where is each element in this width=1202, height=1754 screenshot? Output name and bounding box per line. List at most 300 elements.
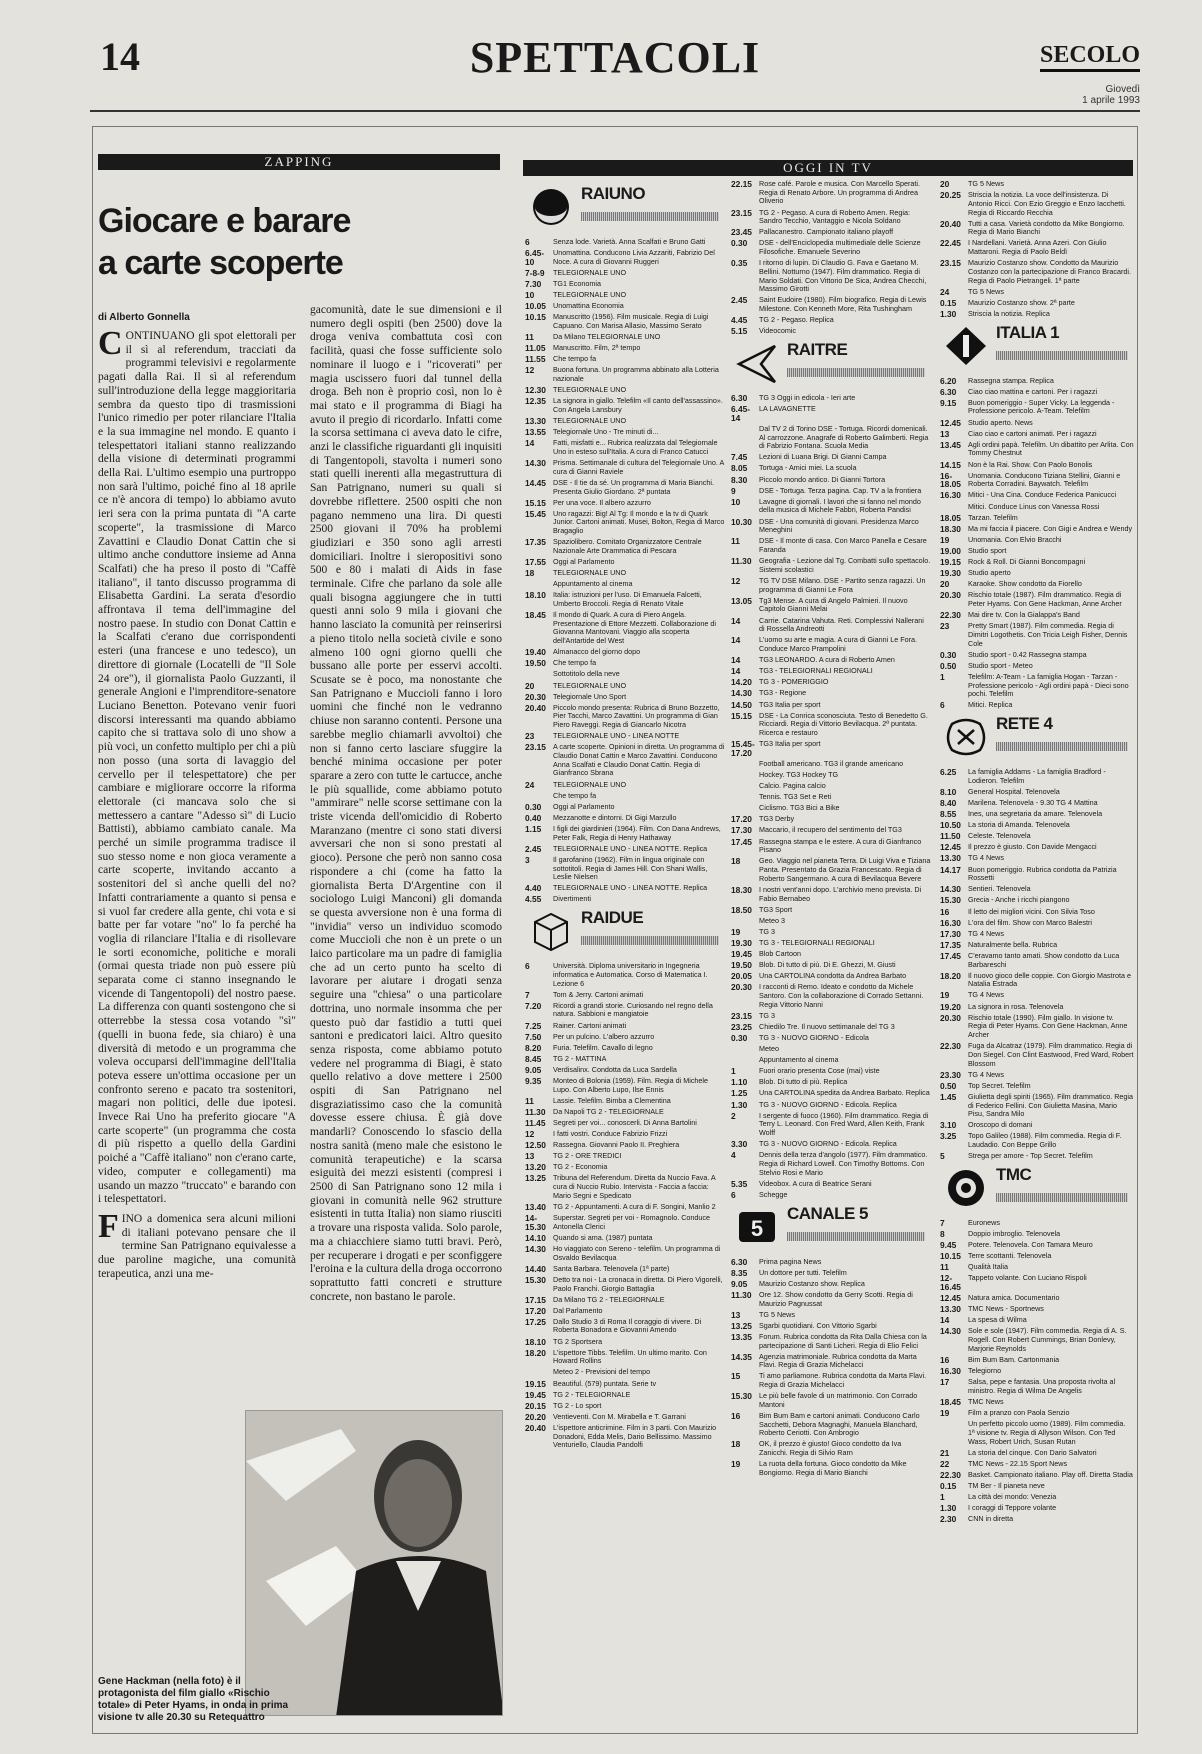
schedule-time: 15.30 <box>731 1391 752 1402</box>
schedule-entry <box>525 856 725 882</box>
schedule-entry <box>940 569 1134 578</box>
schedule-description: TG3 LEONARDO. A cura di Roberto Amen <box>759 655 895 665</box>
schedule-entry <box>940 1378 1134 1395</box>
schedule-time: 17.25 <box>525 1316 546 1327</box>
schedule-time: 12 <box>731 575 741 586</box>
schedule-description: Superstar. Segreti per voi - Romagnolo. Conduce Antonella Clerici <box>553 1213 711 1231</box>
schedule-entry <box>940 1219 1134 1228</box>
schedule-time: 20 <box>940 180 950 189</box>
channel-header-canale-5 <box>731 1204 931 1252</box>
schedule-description: Da Napoli TG 2 - TELEGIORNALE <box>553 1106 664 1116</box>
schedule-description: Università. Diploma universitario in Ingegneria informatica e Automatica. Corso di Matematica I. Lezione 6 <box>553 961 708 988</box>
schedule-entry <box>940 701 1134 710</box>
schedule-description: Buon pomeriggio. Rubrica condotta da Patrizia Rossetti <box>968 864 1117 883</box>
schedule-entry <box>940 866 1134 883</box>
schedule-description: DSE - Tortuga. Terza pagina. Cap. TV a la frontiera <box>759 485 922 495</box>
schedule-time: 6 <box>940 700 945 711</box>
schedule-description: Studio sport - Meteo <box>968 660 1033 670</box>
schedule-time: 9.05 <box>525 1064 542 1075</box>
schedule-entry <box>525 732 725 741</box>
schedule-description: I Nardellani. Varietà. Anna Azeri. Con Giulio Mattaroni. Regia di Paolo Beldì <box>968 238 1107 257</box>
schedule-description: Uno ragazzi: Big! Al Tg: Il mondo e la tv di Quark Junior. Cartoni animati. Musei, Bolton, Regia di Marco Bragaglio <box>553 508 725 536</box>
schedule-description: TG 2 - MATTINA <box>553 1053 607 1063</box>
schedule-entry <box>525 1174 725 1200</box>
schedule-description: Sole e sole (1947). Film commedia. Regia di A. S. Rogell. Con Robert Cummings, Brian Donlevy, Marjorie Reynolds <box>968 1326 1127 1353</box>
schedule-time: 20.30 <box>940 1012 961 1023</box>
schedule-time: 16.30 <box>940 1366 961 1377</box>
schedule-description: Spaziolibero. Comitato Organizzatore Centrale Nazionale Arte Drammatica di Pescara <box>553 537 702 555</box>
schedule-entry <box>940 180 1134 189</box>
schedule-time: 4.40 <box>525 883 542 894</box>
schedule-entry <box>731 209 931 226</box>
schedule-entry <box>525 569 725 578</box>
schedule-time: 1 <box>731 1066 736 1077</box>
schedule-description: La spesa di Wilma <box>968 1315 1027 1325</box>
schedule-entry <box>525 1022 725 1031</box>
schedule-time <box>731 804 759 813</box>
schedule-entry <box>731 1012 931 1021</box>
schedule-time: 22.30 <box>940 610 961 621</box>
schedule-entry <box>940 220 1134 237</box>
schedule-time: 11 <box>940 1262 949 1273</box>
schedule-time: 0.40 <box>525 812 542 823</box>
schedule-description: Una CARTOLINA condotta da Andrea Barbato <box>759 971 907 981</box>
article-text-1: ONTINUANO gli spot elettorali per il sì al referendum, tracciati da programmi televisivi e regolarmente pagati dalla Rai. Il sì al referendum sull'introduzione della legge maggioritaria sembra da questo tipo di trasmissioni l'unico rimedio per poter rilanciare l'Italia e la sua immagine nel mondo. E quanto i telespettatori italiani stanno realizzando della visione di determinati programmi della Rai. L'ultimo esempio una purtroppo non sarà l'ultimo, poiché fino al 18 aprile ce n'è ancora di tempo) lo abbiamo avuto ieri sera con la prima puntata di "A carte scoperte", la trasmissione di Marco Zavattini e Claudio Donat Cattin che si ultimo anche conduttore insieme ad Anna Scalfati) che ha preso il posto di "Caffè italiano", il tanto discusso programma di Elisabetta Gardini. La serata d'esordio affrontava il tema dell'immagine del nostro paese. In studio con Donat Cattin e la Scalfati c'erano due corrispondenti esteri (una francese e uno tedesco), un direttore di giornale (Locatelli de "Il Sole 24 ore"), il giornalista Paolo Guzzanti, il generale Angioni e l'imprenditore-senatore Luciano Benetton. Potevano venir fuori discorsi interessanti ma quando abbiamo capito che si trattava solo di uno show a più voci, un confetto multiplo per chi a più non posso (una sorta di lavaggio del cervello per il telespettatore) che per cambiare e migliorare occorre la riforma elettorale (ci mancava solo che si mettessero a cantare "Adesso sì" di Lucio Battisti), abbiamo cambiato canale. Ma perché un simile programma tradisce il suo stesso nome e non gioca veramente a carte scoperte, invitando accanto a sostenitori del sì anche quelli del no? Infatti contrariamente a quanto si pensa e si vuol far credere alla gente, chi vota e si batte per far votare "no" lo fa perché ha voglia di rilanciare l'Italia e di risollevare le sorti economiche, politiche e morali (ormai questa triade non può essere più separata come ci stanno insegnando le vicende di Tangentopoli) del nostro paese. La differenza con quanti sostengono che si otterrebbe la stessa cosa votando "sì" (quelli in buona fede, sia chiaro) è una diversità di metodo e un programma che voleva occuparsi dell'immagine dell'Italia poteva essere un'ottima occasione per un confronto sereno e pacato tra sostenitori, magari non politici, delle due ipotesi. Invece Rai Uno ha preferito giocare "A carte scoperte" (un programma che costa di più rispetto a quello della Gardini poiché a "Caffè italiano" non c'erano carte, video, computer e collegamenti) ma usando un mazzo "truccato" e barando con i telespettatori. <box>98 330 296 1206</box>
schedule-time: 13.25 <box>731 1320 752 1331</box>
schedule-time: 14.30 <box>525 1243 546 1254</box>
schedule-description: Sottotitolo della neve <box>553 669 620 679</box>
schedule-description: TELEGIORNALE UNO <box>553 416 627 426</box>
schedule-time: 19.50 <box>731 960 752 971</box>
schedule-entry <box>731 327 931 336</box>
schedule-time: 13 <box>731 1309 741 1320</box>
schedule-time: 24 <box>940 286 950 297</box>
schedule-time: 6.30 <box>731 392 748 403</box>
schedule-description: TG 3 <box>759 926 775 936</box>
schedule-time: 6 <box>731 1189 736 1200</box>
schedule-time: 6.30 <box>940 386 957 397</box>
schedule-description: I coraggi di Teppore volante <box>968 1503 1057 1513</box>
schedule-description: Un perfetto piccolo uomo (1989). Film commedia. 1ª visione tv. Regia di Allyson Wilson. Con Ted Wass, Robert Urich, Susan Rutan <box>968 1419 1126 1446</box>
schedule-time: 18.10 <box>525 1336 546 1347</box>
schedule-entry <box>940 1316 1134 1325</box>
schedule-entry <box>940 1327 1134 1353</box>
schedule-description: Marilena. Telenovela - 9.30 TG 4 Mattina <box>968 797 1098 807</box>
schedule-time: 1.45 <box>940 1091 957 1102</box>
schedule-entry <box>940 310 1134 319</box>
schedule-time: 16.30 <box>940 490 961 501</box>
schedule-entry <box>525 1066 725 1075</box>
channel-bar <box>581 212 719 221</box>
schedule-description: TG 4 News <box>968 1069 1004 1079</box>
schedule-entry <box>940 580 1134 589</box>
schedule-entry <box>731 296 931 313</box>
schedule-time: 18.20 <box>940 970 961 981</box>
schedule-description: TG 2 - TELEGIORNALE <box>553 1389 631 1399</box>
schedule-entry <box>940 896 1134 905</box>
schedule-time: 11 <box>731 536 740 547</box>
schedule-description: Chiedilo Tre. Il nuovo settimanale del TG 3 <box>759 1021 895 1031</box>
schedule-entry <box>940 1294 1134 1303</box>
schedule-entry <box>731 1056 931 1065</box>
schedule-time: 20.40 <box>525 702 546 713</box>
schedule-entry <box>731 939 931 948</box>
schedule-description: Ti amo parliamone. Rubrica condotta da Marta Flavi. Regia di Grazia Michelacci <box>759 1371 927 1390</box>
schedule-time: 3 <box>525 854 530 865</box>
schedule-entry <box>731 760 931 769</box>
schedule-description: L'ora del film. Show con Marco Balestri <box>968 917 1093 927</box>
schedule-time: 23.15 <box>731 1010 752 1021</box>
schedule-entry <box>525 280 725 289</box>
schedule-description: Un dottore per tutti. Telefilm <box>759 1267 847 1277</box>
schedule-entry <box>525 1214 725 1231</box>
schedule-description: Studio aperto. News <box>968 417 1033 427</box>
article-text-3: gacomunità, date le sue dimensioni e il numero degli ospiti (ben 2500) dove la droga veniva combattuta così con facilità, quasi che fosse sufficiente solo nominare il luogo e i "ricoverati" per magia uscissero fuori dal tunnel della droga. Beh non è proprio così, non lo è mai stato e il programma di Biagi ha avuto il pregio di ricordarlo. Infatti come la scorsa settimana ci aveva dato le cifre, anzi le classifiche riguardanti gli inquisiti di Tangentopoli, stavolta i numeri sono stati quelli inerenti alla megastruttura di San Patrignano, numeri su quali si dovrebbe riflettere. 2500 ospiti che non pagano nemmeno una lira. Di questi 2500 giovani il 70% ha problemi giudiziari e 350 sono agli arresti domiciliari. Inoltre i sieropositivi sono 500 e 80 i malati di Aids in fase terminale. Cifre che parlano da sole alle quali bisogna aggiungere che in tutti questi anni solo 9 mila i giovani che hanno lasciato la comunità per reinserirsi a pieno titolo nella società civile e sono almeno 100 ogni giorno quelli che bussano alle porte per esservi accolti. Scusate se è poco, ma nonostante che San Patrignano e Muccioli fanno i loro uomini che finché non le vedranno chiuse non saranno contenti. Persone una sarebbe meglio chiamarli avvoltoi) che non si fanno certo lasciare sfuggire la benché minima occasione per poter sparare a zero con tutte le cartucce, anche le più squallide, come abbiamo potuto "ammirare" nelle scorse settimane con la triste vicenda dell'omicidio di Roberto Maranzano (mentre ci sono stati diversi avversari che non si sono prestati al gioco). Persone che però non sanno cosa rispondere a chi (come ha fatto la giornalista Berta D'Argentine con il sociologo Luigi Manconi) gli domanda se questa avversione non è una forma di "invidia" verso un individuo scomodo come Muccioli che non è un prete o un laico particolare ma un padre di famiglia che ad un certo punto ha scelto di lavorare per aiutare i drogati senza seguire una "chiesa" o una particolare dottrina, uno normale insomma che per questo può dar fastidio a tutti quei santoni e predicatori laici. Altro quesito senza risposta, come abbiamo potuto vedere nel programma di Biagi, è stato quello relativo a dove mettere i 2500 ospiti di San Patrignano nel disgraziatissimo caso che la comunità dovesse essere chiusa. È già dove mandarli? Conoscendo lo sfascio della nostra sanità (meno male che esistono le comunità terapeutiche) e la scarsa esiguità dei mezzi esistenti (compresi i 2500 di San Patrignano sono 12 mila i giovani in comunità nelle 962 strutture esistenti in tutta Italia) non siamo riusciti a trovare una risposta valida. Solo parole, ma a chiacchiere siamo tutti bravi. Però, per recuperare i drogati e per sconfiggere l'eroina e la cultura della droga occorrono soprattutto fatti concreti e strutture concrete, non bastano le parole. <box>310 304 502 1303</box>
schedule-entry <box>731 518 931 535</box>
schedule-entry <box>731 712 931 738</box>
schedule-entry <box>731 826 931 835</box>
schedule-entry <box>731 617 931 634</box>
schedule-entry <box>940 441 1134 458</box>
schedule-time: 8.10 <box>940 786 957 797</box>
schedule-entry <box>940 472 1134 489</box>
schedule-time: 12-16.45 <box>940 1273 961 1293</box>
schedule-time: 0.35 <box>731 258 748 269</box>
schedule-entry <box>731 1322 931 1331</box>
schedule-entry <box>731 259 931 294</box>
schedule-description: TG 2 - ORE TREDICI <box>553 1151 622 1161</box>
schedule-description: I sergente di fuoco (1960). Film drammatico. Regia di Terry L. Leonard. Con Fred Ward, Allen Keith, Frank Wolff <box>759 1110 929 1138</box>
schedule-entry <box>525 1044 725 1053</box>
schedule-entry <box>731 1280 931 1289</box>
schedule-entry <box>940 1042 1134 1068</box>
schedule-time <box>940 1420 968 1446</box>
schedule-time: 1.25 <box>731 1088 748 1099</box>
photo-caption: Gene Hackman (nella foto) è il protagonista del film giallo «Rischio totale» di Peter Hyams, in onda in prima visione tv alle 20.30 su Retequattro <box>98 1676 289 1723</box>
schedule-description: Dallo Studio 3 di Roma Il coraggio di vivere. Di Roberta Bonadora e Giovanni Amendo <box>553 1316 702 1335</box>
channel-bar <box>787 1232 925 1241</box>
schedule-description: Telegiornale Uno Sport <box>553 691 627 701</box>
schedule-description: Studio sport <box>968 545 1007 555</box>
schedule-entry <box>940 1482 1134 1491</box>
schedule-description: Appuntamento al cinema <box>759 1055 839 1065</box>
schedule-description: Non è la Rai. Show. Con Paolo Bonolis <box>968 459 1093 469</box>
schedule-time: 12.35 <box>525 396 546 407</box>
schedule-description: Mitici. Conduce Linus con Vanessa Rossi <box>968 501 1100 511</box>
schedule-description: Oroscopo di domani <box>968 1120 1033 1130</box>
schedule-description: Geo. Viaggio nel pianeta Terra. Di Luigi Viva e Tiziana Panta. Presentato da Grazia Francescato. Regia di Roberto Sangermano. A cura di Bevilacqua Bevere <box>759 856 931 883</box>
schedule-description: TG 2 Sportsera <box>553 1336 603 1346</box>
schedule-entry <box>940 930 1134 939</box>
schedule-time: 7.25 <box>525 1020 542 1031</box>
schedule-time: 8.40 <box>940 797 957 808</box>
schedule-entry <box>731 453 931 462</box>
schedule-entry <box>940 525 1134 534</box>
schedule-entry <box>525 1380 725 1389</box>
schedule-entry <box>940 673 1134 699</box>
schedule-description: Telegiornale Uno - Tre minuti di... <box>553 427 659 437</box>
schedule-time: 0.50 <box>940 660 957 671</box>
schedule-time: 0.30 <box>731 238 748 249</box>
schedule-description: Almanacco del giorno dopo <box>553 647 641 657</box>
schedule-description: Rassegna stampa. Replica <box>968 375 1054 385</box>
schedule-description: I ritorno di lupin. Di Claudio G. Fava e Gaetano M. Bellini. Notturno (1947). Film drammatico. Regia di Mario Soldati. Con Vittorio De Sica, Andrea Checchi, Massimo Girotti <box>759 258 927 294</box>
schedule-time: 20.05 <box>731 971 752 982</box>
schedule-time: 11.30 <box>731 556 752 567</box>
schedule-entry <box>940 662 1134 671</box>
schedule-description: Da Milano TG 2 - TELEGIORNALE <box>553 1294 665 1304</box>
schedule-entry <box>731 1333 931 1350</box>
schedule-description: TG3 Italia per sport <box>759 699 821 709</box>
schedule-description: I figli dei giardinieri (1964). Film. Con Dana Andrews, Peter Falk, Regia di Henry Hathaway <box>553 823 721 842</box>
schedule-entry <box>731 771 931 780</box>
schedule-entry <box>940 1252 1134 1261</box>
schedule-description: Ma mi faccia il piacere. Con Gigi e Andrea e Wendy <box>968 523 1133 533</box>
schedule-description: Tutti a casa. Varietà condotto da Mike Bongiorno. Regia di Mario Bianchi <box>968 218 1125 237</box>
schedule-description: TG 2 - Appuntamenti. A cura di F. Songini, Manlio 2 <box>553 1201 716 1211</box>
schedule-entry <box>525 1033 725 1042</box>
schedule-description: Meteo 3 <box>759 915 785 925</box>
schedule-description: Unomania. Conducono Tiziana Stellini, Gianni e Roberta Corradini. Baywatch. Telefilm <box>968 470 1121 489</box>
schedule-entry <box>525 344 725 353</box>
schedule-description: Lavagne di giornali. I lavori che si fanno nel mondo della musica di Michele Fabbri, Roberta Pandisi <box>759 496 921 515</box>
schedule-time: 19 <box>940 1408 950 1419</box>
schedule-time: 8 <box>940 1229 945 1240</box>
schedule-description: Bim Bum Bam e cartoni animati. Conducono Carlo Sacchetti, Debora Magnaghi, Manuela Blanchard, Roberto Ceriotti. Con Ambrogio <box>759 1410 920 1438</box>
schedule-entry <box>731 793 931 802</box>
schedule-description: Maccario, il recupero del sentimento del TG3 <box>759 825 902 835</box>
schedule-time: 13.30 <box>525 416 546 427</box>
schedule-time <box>731 1045 759 1054</box>
schedule-description: Dal TV 2 di Torino DSE - Tortuga. Ricordi domenicali. Al carrozzone. Anagrafe di Roberto Galimberti. Regia di Fabrizio Fontana. Scuola Media <box>759 423 929 451</box>
schedule-time: 0.30 <box>525 801 542 812</box>
schedule-description: Mitici - Una Cina. Conduce Federica Panicucci <box>968 490 1117 500</box>
schedule-time: 13 <box>940 428 950 439</box>
schedule-entry <box>731 577 931 594</box>
schedule-time: 11.05 <box>525 343 546 354</box>
schedule-description: Oggi al Parlamento <box>553 557 615 566</box>
schedule-entry <box>525 1349 725 1366</box>
schedule-time: 10.15 <box>525 312 546 323</box>
schedule-time: 9.05 <box>731 1278 748 1289</box>
schedule-entry <box>731 815 931 824</box>
schedule-description: Blob Cartoon <box>759 949 801 959</box>
schedule-description: Pallacanestro. Campionato italiano playoff <box>759 227 894 237</box>
channel-bar <box>996 1193 1128 1202</box>
schedule-entry <box>940 259 1134 285</box>
schedule-description: Fuga da Alcatraz (1979). Film drammatico. Regia di Don Siegel. Con Clint Eastwood, Fred Ward, Robert Blossom <box>968 1041 1134 1068</box>
schedule-time: 11.55 <box>525 354 546 365</box>
schedule-description: Saint Eudoire (1980). Film biografico. Regia di Lewis Milestone. Con Kenneth More, Rita Tushingham <box>759 295 927 314</box>
schedule-time <box>525 792 553 801</box>
schedule-entry <box>940 810 1134 819</box>
schedule-time: 13.45 <box>940 439 961 450</box>
schedule-description: Schegge <box>759 1189 788 1199</box>
schedule-time: 15 <box>731 1371 741 1382</box>
schedule-time <box>940 503 968 512</box>
schedule-entry <box>940 885 1134 894</box>
schedule-entry <box>940 461 1134 470</box>
schedule-description: Ho viaggiato con Sereno - telefilm. Un programma di Osvaldo Bevilacqua <box>553 1243 721 1262</box>
schedule-time: 18.30 <box>940 523 961 534</box>
schedule-time: 1.10 <box>731 1077 748 1088</box>
schedule-entry <box>940 768 1134 785</box>
schedule-description: Manuscritto (1956). Film musicale. Regia di Luigi Capuano. Con Marisa Allasio, Massimo Serato <box>553 312 709 330</box>
schedule-description: TELEGIORNALE UNO - LINEA NOTTE. Replica <box>553 843 708 853</box>
schedule-time: 3.10 <box>940 1120 957 1131</box>
schedule-description: TG 5 News <box>968 286 1004 296</box>
schedule-description: Calcio. Pagina calcio <box>759 781 826 791</box>
schedule-description: TELEGIORNALE UNO <box>553 267 627 277</box>
schedule-entry <box>940 1460 1134 1469</box>
schedule-entry <box>525 1245 725 1262</box>
schedule-time: 17.30 <box>731 825 752 836</box>
schedule-time: 15.30 <box>525 1274 546 1285</box>
schedule-description: TG3 Italia per sport <box>759 739 821 749</box>
schedule-time <box>525 580 553 589</box>
schedule-entry <box>525 269 725 278</box>
schedule-description: Bim Bum Bam. Cartonmania <box>968 1354 1060 1364</box>
article-text-2: INO a domenica sera alcuni milioni di italiani potevano pensare che il termine San Patrignano equivalesse a due paroline magiche, una comunità terapeutica, anzi una me- <box>98 1213 296 1280</box>
schedule-time: 17.15 <box>525 1294 546 1305</box>
schedule-entry <box>940 503 1134 512</box>
channel-name: RAIDUE <box>581 908 644 928</box>
schedule-description: TG 3 - NUOVO GIORNO - Edicola. Replica <box>759 1099 897 1109</box>
schedule-description: Fuori orario presenta Cose (mai) viste <box>759 1066 880 1076</box>
photo-figure <box>246 1411 503 1716</box>
schedule-entry <box>940 952 1134 969</box>
schedule-description: TELEGIORNALE UNO - LINEA NOTTE <box>553 731 680 741</box>
schedule-time: 23 <box>940 621 950 632</box>
schedule-time: 23.15 <box>525 742 546 753</box>
schedule-entry <box>940 1504 1134 1513</box>
schedule-time: 8.30 <box>731 474 748 485</box>
schedule-description: Giulietta degli spiriti (1965). Film drammatico. Regia di Federico Fellini. Con Giulietta Masina, Mario Pisu, Sandra Milo <box>968 1091 1133 1119</box>
schedule-time <box>731 1056 759 1065</box>
schedule-entry <box>731 782 931 791</box>
schedule-description: Lassie. Telefilm. Bimba a Clementina <box>553 1095 671 1105</box>
schedule-entry <box>731 838 931 855</box>
schedule-time: 19.30 <box>731 937 752 948</box>
schedule-time: 18.45 <box>940 1396 961 1407</box>
tv-column-1 <box>525 180 725 1728</box>
schedule-time: 7-8-9 <box>525 267 545 278</box>
headline-line-2: a carte scoperte <box>98 244 343 282</box>
schedule-entry <box>940 419 1134 428</box>
schedule-time: 18.45 <box>525 610 546 621</box>
schedule-time: 20.30 <box>731 982 752 993</box>
schedule-description: Grecia - Anche i ricchi piangono <box>968 895 1070 905</box>
schedule-description: Euronews <box>968 1217 1000 1227</box>
schedule-time: 0.15 <box>940 1480 957 1491</box>
schedule-time: 7 <box>940 1217 945 1228</box>
schedule-entry <box>731 1460 931 1477</box>
schedule-time: 17.55 <box>525 557 546 567</box>
schedule-description: TMC News - Sportnews <box>968 1304 1044 1314</box>
schedule-entry <box>525 313 725 330</box>
schedule-entry <box>525 302 725 311</box>
schedule-time: 16 <box>940 1354 950 1365</box>
schedule-entry <box>525 1338 725 1347</box>
schedule-description: Natura amica. Documentario <box>968 1293 1060 1303</box>
schedule-time: 20.40 <box>525 1422 546 1433</box>
article-column-1 <box>98 330 296 1405</box>
schedule-time: 20 <box>525 680 535 691</box>
schedule-time: 6.30 <box>731 1256 748 1267</box>
schedule-time: 20.30 <box>525 691 546 702</box>
schedule-description: Per un pulcino. L'albero azzurro <box>553 1031 655 1041</box>
schedule-entry <box>940 1367 1134 1376</box>
schedule-entry <box>731 1353 931 1370</box>
schedule-description: DSE - dell'Enciclopedia multimediale delle Scienze Filosofiche. Emanuele Severino <box>759 238 921 257</box>
schedule-time: 2.45 <box>525 843 542 854</box>
schedule-entry <box>940 514 1134 523</box>
schedule-entry <box>525 1130 725 1139</box>
tv-column-3 <box>940 180 1134 1728</box>
newspaper-logo: SECOLO <box>1040 42 1140 72</box>
schedule-entry <box>731 1078 931 1087</box>
schedule-description: L'ispettore Tibbs. Telefilm. Un ultimo marito. Con Howard Rollins <box>553 1347 707 1366</box>
schedule-entry <box>940 377 1134 386</box>
schedule-time: 20.30 <box>940 590 961 601</box>
schedule-time: 4 <box>731 1150 736 1161</box>
schedule-entry <box>525 355 725 364</box>
dateline-date: 1 aprile 1993 <box>1082 95 1140 106</box>
schedule-description: TG 5 News <box>968 180 1004 188</box>
dateline <box>1082 84 1140 106</box>
schedule-entry <box>731 476 931 485</box>
schedule-time: 6.45-10 <box>525 248 545 267</box>
schedule-time <box>731 917 759 926</box>
schedule-time: 16 <box>731 1410 741 1421</box>
schedule-time: 2.45 <box>731 295 748 306</box>
schedule-entry <box>525 704 725 730</box>
schedule-time: 20.15 <box>525 1400 546 1411</box>
schedule-entry <box>525 1108 725 1117</box>
schedule-entry <box>731 961 931 970</box>
schedule-entry <box>940 1409 1134 1418</box>
schedule-entry <box>940 854 1134 863</box>
schedule-entry <box>940 941 1134 950</box>
schedule-entry <box>940 832 1134 841</box>
schedule-entry <box>525 1077 725 1094</box>
schedule-entry <box>731 1034 931 1043</box>
schedule-time: 17.45 <box>731 836 752 847</box>
schedule-time: 19 <box>940 990 950 1001</box>
schedule-time: 7.20 <box>525 1000 542 1011</box>
schedule-description: Rassegna. Giovanni Paolo II. Preghiera <box>553 1140 680 1150</box>
schedule-time: 2 <box>731 1110 736 1121</box>
schedule-entry <box>940 1449 1134 1458</box>
schedule-time: 12.45 <box>940 1293 961 1304</box>
schedule-entry <box>940 1305 1134 1314</box>
schedule-entry <box>731 1392 931 1409</box>
schedule-time: 14 <box>731 635 741 646</box>
schedule-time: 18.30 <box>731 884 752 895</box>
canale-5-logo-icon <box>735 1206 779 1248</box>
schedule-description: Prisma. Settimanale di cultura del Telegiornale Uno. A cura di Gianni Raviele <box>553 458 724 476</box>
schedule-entry <box>731 886 931 903</box>
schedule-time <box>731 771 759 780</box>
schedule-time: 17.35 <box>940 939 961 950</box>
schedule-description: Mai dire tv. Con la Gialappa's Band <box>968 610 1080 620</box>
schedule-description: Forum. Rubrica condotta da Rita Dalla Chiesa con la partecipazione di Santi Licheri. Regia di Elio Felici <box>759 1331 927 1350</box>
schedule-time: 8.20 <box>525 1042 542 1053</box>
schedule-time: 17.45 <box>940 950 961 961</box>
schedule-time <box>731 425 759 451</box>
schedule-entry <box>731 950 931 959</box>
schedule-time: 14 <box>731 666 741 677</box>
